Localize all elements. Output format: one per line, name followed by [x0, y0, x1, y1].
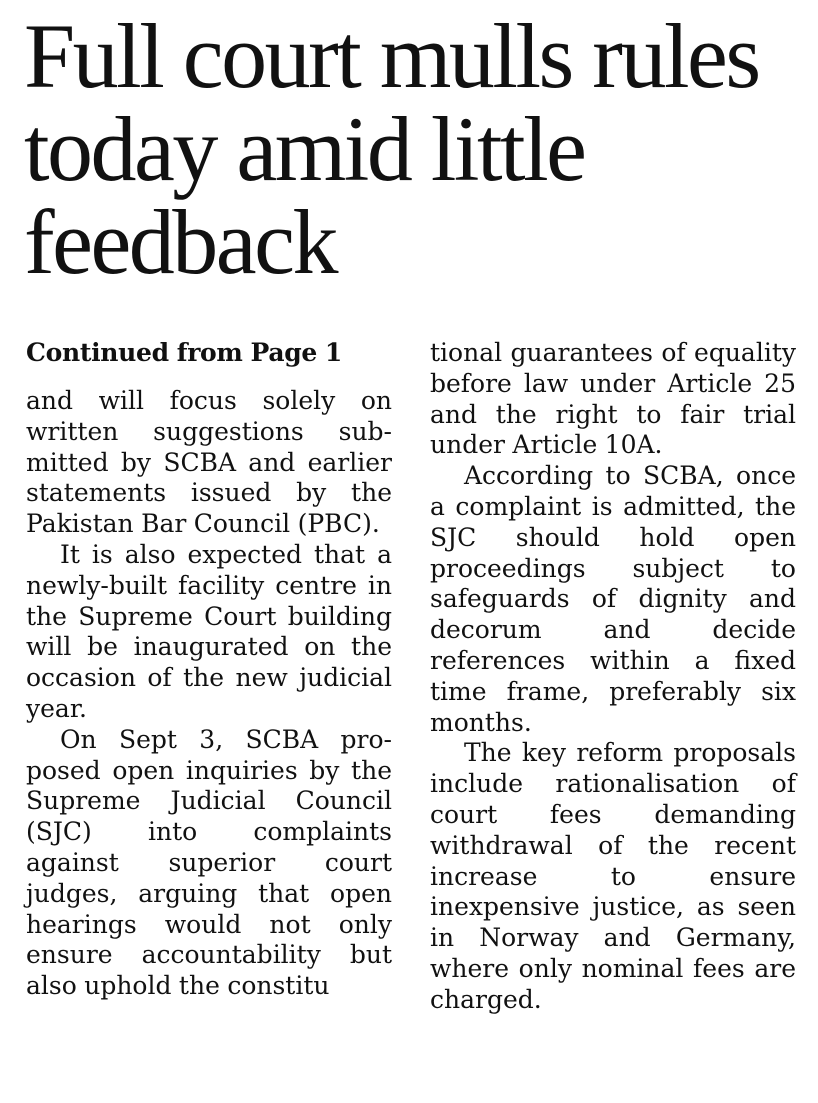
- paragraph: On Sept 3, SCBA proposed open inquiries by the Supreme Judicial Council (SJC) into complaints against superior court judges, arguing that open hearings would not only ensure accountability but also uphold the constitu: [26, 724, 392, 1001]
- right-column: [430, 338, 796, 1016]
- paragraph: It is also expected that a newly-built facility centre in the Supreme Court building will be inaugurated on the occasion of the new judicial year.: [26, 539, 392, 723]
- headline: Full court mulls rules today amid little feedback: [24, 5, 759, 293]
- article-body: [26, 338, 796, 1016]
- paragraph: According to SCBA, once a complaint is admitted, the SJC should hold open proceedings subject to safeguards of dignity and decorum and decide references within a fixed time frame, preferably six months.: [430, 461, 796, 737]
- continued-from-label: Continued from Page 1: [26, 338, 343, 367]
- paragraph: The key reform proposals include rationalisation of court fees demanding withdrawal of the recent increase to ensure inexpensive justice, as seen in Norway and Germany, where only nominal fees are charged.: [430, 738, 796, 1014]
- paragraph: and will focus solely on written suggestions submitted by SCBA and earlier statements issued by the Pakistan Bar Council (PBC).: [26, 386, 392, 539]
- left-column: [26, 338, 392, 1016]
- paragraph: tional guarantees of equality before law under Article 25 and the right to fair trial under Article 10A.: [430, 338, 796, 460]
